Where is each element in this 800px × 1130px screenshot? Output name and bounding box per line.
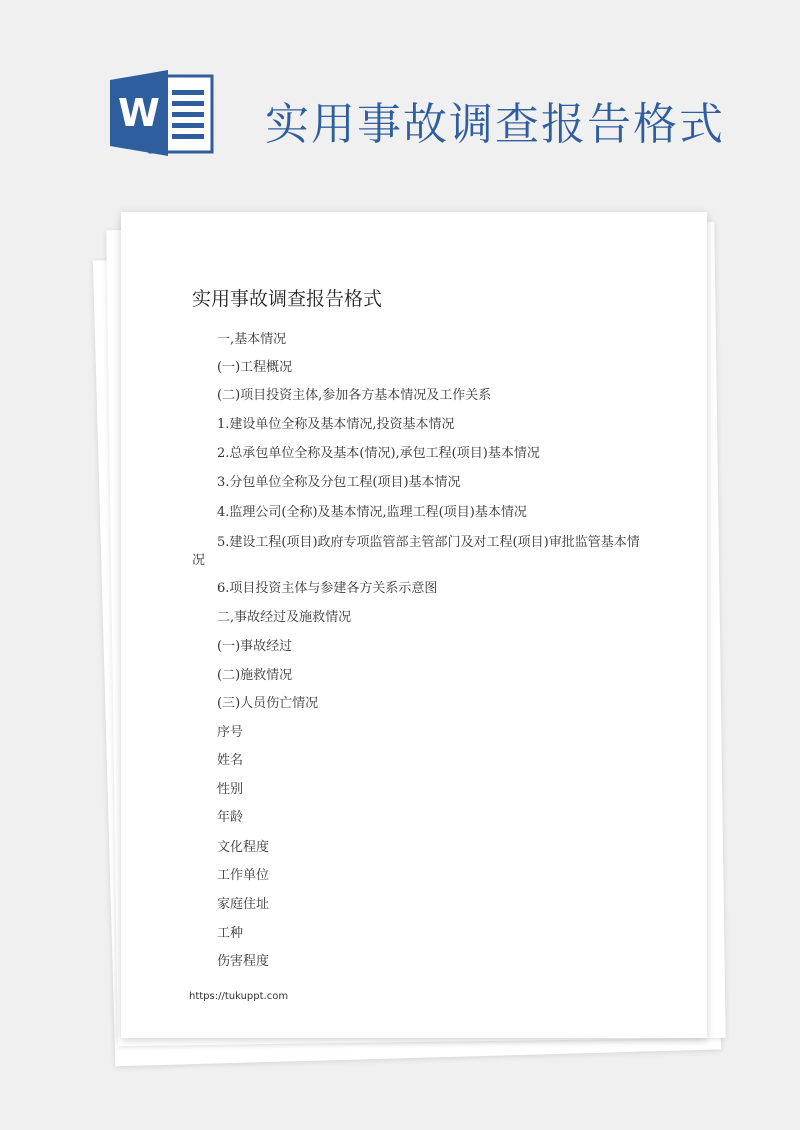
document-line: 一,基本情况 [217, 332, 287, 347]
document-line: (一)工程概况 [217, 360, 293, 375]
document-page [121, 212, 707, 1038]
document-line: (三)人员伤亡情况 [217, 696, 319, 711]
document-line: 文化程度 [217, 840, 270, 855]
document-title: 实用事故调查报告格式 [192, 288, 383, 310]
document-line: 1.建设单位全称及基本情况,投资基本情况 [217, 417, 455, 432]
document-line: 家庭住址 [217, 897, 270, 912]
document-line: 工作单位 [217, 868, 270, 883]
document-line: (二)项目投资主体,参加各方基本情况及工作关系 [217, 388, 492, 403]
document-line: (二)施救情况 [217, 668, 293, 683]
document-line: 年龄 [217, 810, 244, 825]
document-line: 性别 [217, 782, 244, 797]
document-line: (一)事故经过 [217, 639, 293, 654]
document-line: 2.总承包单位全称及基本(情况),承包工程(项目)基本情况 [217, 446, 540, 461]
page-title: 实用事故调查报告格式 [265, 99, 725, 150]
document-line: 4.监理公司(全称)及基本情况,监理工程(项目)基本情况 [217, 505, 527, 520]
word-document-icon [110, 68, 214, 158]
svg-text:W: W [118, 91, 160, 135]
document-line: 伤害程度 [217, 954, 270, 969]
document-line: 3.分包单位全称及分包工程(项目)基本情况 [217, 475, 461, 490]
document-line: 姓名 [217, 753, 244, 768]
document-line: 5.建设工程(项目)政府专项监管部主管部门及对工程(项目)审批监管基本情 [217, 535, 640, 550]
document-line: 况 [192, 553, 206, 568]
document-line: 序号 [217, 725, 244, 740]
document-line: 工种 [217, 926, 244, 941]
document-line: 二,事故经过及施救情况 [217, 610, 352, 625]
footer-url: https://tukuppt.com [189, 991, 289, 1002]
document-line: 6.项目投资主体与参建各方关系示意图 [217, 581, 438, 596]
